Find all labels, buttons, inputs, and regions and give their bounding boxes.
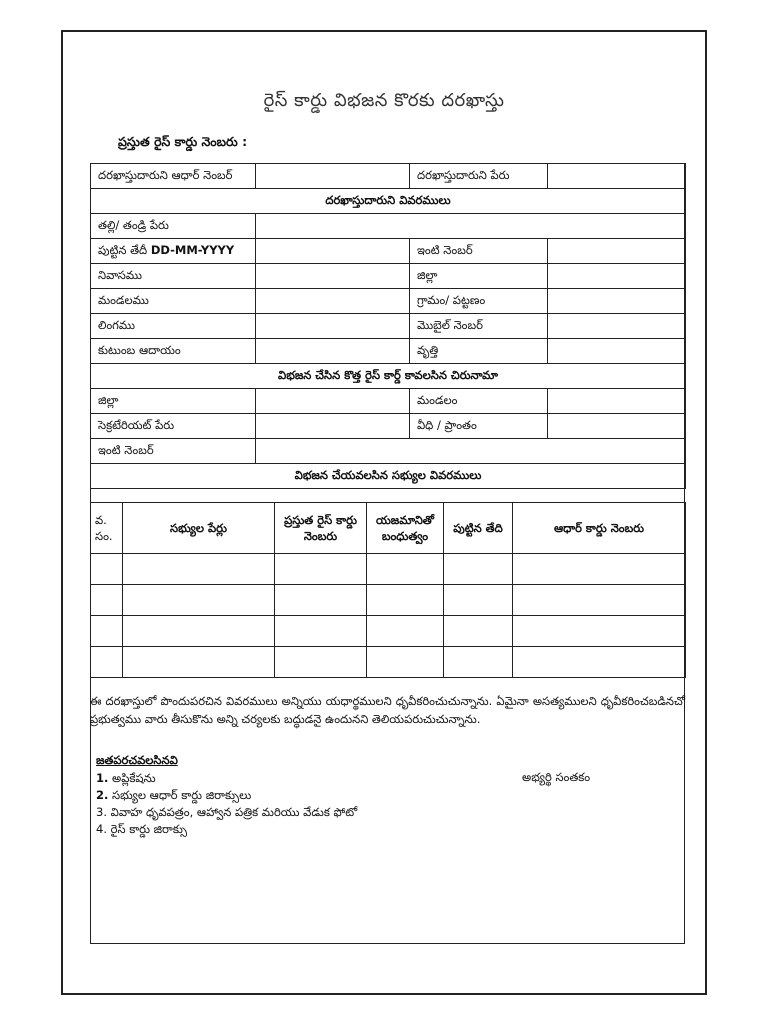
column-current-card: ప్రస్తుత రైస్ కార్డు నెంబరు — [275, 503, 367, 554]
income-label: కుటుంబ ఆదాయం — [91, 339, 256, 364]
member-cell[interactable] — [367, 647, 444, 678]
member-cell[interactable] — [275, 585, 367, 616]
member-cell[interactable] — [367, 616, 444, 647]
members-table — [90, 502, 686, 678]
enclosure-text: అప్లికేషను — [112, 771, 156, 785]
member-cell[interactable] — [123, 616, 275, 647]
applicant-details-heading: దరఖాస్తుదారుని వివరములు — [91, 189, 686, 214]
new-house-number-label: ఇంటి నెంబర్ — [91, 439, 256, 464]
column-dob: పుట్టిన తేది — [444, 503, 513, 554]
enclosure-text: రైస్ కార్డు జిరాక్సు — [110, 822, 188, 836]
column-relationship: యజమానితో బంధుత్వం — [367, 503, 444, 554]
form-title: రైస్ కార్డు విభజన కొరకు దరఖాస్తు — [263, 90, 505, 111]
member-cell[interactable] — [123, 554, 275, 585]
enclosure-item — [96, 804, 357, 821]
residence-label: నివాసము — [91, 264, 256, 289]
member-cell[interactable] — [123, 585, 275, 616]
member-cell[interactable] — [513, 647, 686, 678]
members-table-body — [91, 554, 686, 678]
street-label: వీధి / ప్రాంతం — [410, 414, 548, 439]
member-cell[interactable] — [444, 616, 513, 647]
village-field[interactable] — [548, 289, 686, 314]
mandal-field[interactable] — [256, 289, 410, 314]
occupation-field[interactable] — [548, 339, 686, 364]
enclosure-number: 4. — [96, 822, 107, 836]
new-mandal-label: మండలం — [410, 389, 548, 414]
parent-name-field[interactable] — [256, 214, 686, 239]
member-cell[interactable] — [275, 616, 367, 647]
new-district-field[interactable] — [256, 389, 410, 414]
member-cell[interactable] — [91, 616, 123, 647]
income-field[interactable] — [256, 339, 410, 364]
secretariat-field[interactable] — [256, 414, 410, 439]
aadhaar-label: దరఖాస్తుదారుని ఆధార్ నెంబర్ — [91, 164, 256, 189]
residence-field[interactable] — [256, 264, 410, 289]
column-aadhaar: ఆధార్ కార్డు నెంబరు — [513, 503, 686, 554]
member-row — [91, 616, 686, 647]
declaration-text: ఈ దరఖాస్తులో పొందుపరచిన వివరములు అన్నియు యధార్థములని ధృవీకరించుచున్నాను. ఏమైనా అసత్యములని ధృవీకరించబడినచో ప్రభుత్వము వారు తీసుకొను అన్ని చర్యలకు బద్ధుడనై ఉందునని తెలియపరుచుచున్నాను. — [90, 694, 685, 726]
new-district-label: జిల్లా — [91, 389, 256, 414]
enclosure-number: 1. — [96, 771, 109, 785]
current-card-number-label: ప్రస్తుత రైస్ కార్డు నెంబరు : — [118, 134, 248, 149]
member-cell[interactable] — [444, 554, 513, 585]
enclosure-text: సభ్యుల ఆధార్ కార్డు జిరాక్సులు — [112, 788, 252, 802]
gender-field[interactable] — [256, 314, 410, 339]
enclosure-number: 2. — [96, 788, 109, 802]
district-label: జిల్లా — [410, 264, 548, 289]
member-cell[interactable] — [275, 554, 367, 585]
house-number-field[interactable] — [548, 239, 686, 264]
street-field[interactable] — [548, 414, 686, 439]
house-number-label: ఇంటి నెంబర్ — [410, 239, 548, 264]
parent-name-label: తల్లి/ తండ్రి పేరు — [91, 214, 256, 239]
enclosures-title: జతపరచవలసినవి — [96, 753, 178, 767]
member-cell[interactable] — [444, 585, 513, 616]
member-cell[interactable] — [513, 616, 686, 647]
member-cell[interactable] — [91, 585, 123, 616]
enclosure-text: వివాహ ధృవపత్రం, ఆహ్వాన పత్రిక మరియు వేడుక ఫోటో — [110, 805, 358, 819]
gender-label: లింగము — [91, 314, 256, 339]
enclosure-item — [96, 821, 357, 838]
mandal-label: మండలము — [91, 289, 256, 314]
member-cell[interactable] — [123, 647, 275, 678]
applicant-signature-label: అభ్యర్థి సంతకం — [522, 770, 591, 784]
member-row — [91, 554, 686, 585]
new-address-heading: విభజన చేసిన కొత్త రైస్ కార్డ్ కావలసిన చిరునామా — [91, 364, 686, 389]
applicant-name-label: దరఖాస్తుదారుని పేరు — [410, 164, 548, 189]
member-row — [91, 585, 686, 616]
enclosure-item — [96, 787, 357, 804]
applicant-details-table — [90, 163, 686, 489]
new-mandal-field[interactable] — [548, 389, 686, 414]
district-field[interactable] — [548, 264, 686, 289]
occupation-label: వృత్తి — [410, 339, 548, 364]
member-cell[interactable] — [91, 647, 123, 678]
dob-label-text: పుట్టిన తేదీ — [98, 242, 148, 257]
applicant-name-field[interactable] — [548, 164, 686, 189]
column-member-name: సభ్యుల పేర్లు — [123, 503, 275, 554]
member-cell[interactable] — [367, 585, 444, 616]
members-heading: విభజన చేయవలసిన సభ్యుల వివరములు — [91, 464, 686, 489]
column-serial-number: వ. సం. — [91, 503, 123, 554]
dob-label — [91, 239, 256, 264]
aadhaar-field[interactable] — [256, 164, 410, 189]
dob-format: DD-MM-YYYY — [150, 242, 235, 257]
enclosure-item — [96, 770, 357, 787]
member-row — [91, 647, 686, 678]
member-cell[interactable] — [444, 647, 513, 678]
member-cell[interactable] — [275, 647, 367, 678]
mobile-field[interactable] — [548, 314, 686, 339]
secretariat-label: సెక్రటేరియట్ పేరు — [91, 414, 256, 439]
enclosures-list — [96, 770, 357, 838]
dob-field[interactable] — [256, 239, 410, 264]
member-cell[interactable] — [513, 554, 686, 585]
member-cell[interactable] — [513, 585, 686, 616]
new-house-number-field[interactable] — [256, 439, 686, 464]
enclosure-number: 3. — [96, 805, 107, 819]
member-cell[interactable] — [91, 554, 123, 585]
village-label: గ్రామం/ పట్టణం — [410, 289, 548, 314]
mobile-label: మొబైల్ నెంబర్ — [410, 314, 548, 339]
member-cell[interactable] — [367, 554, 444, 585]
